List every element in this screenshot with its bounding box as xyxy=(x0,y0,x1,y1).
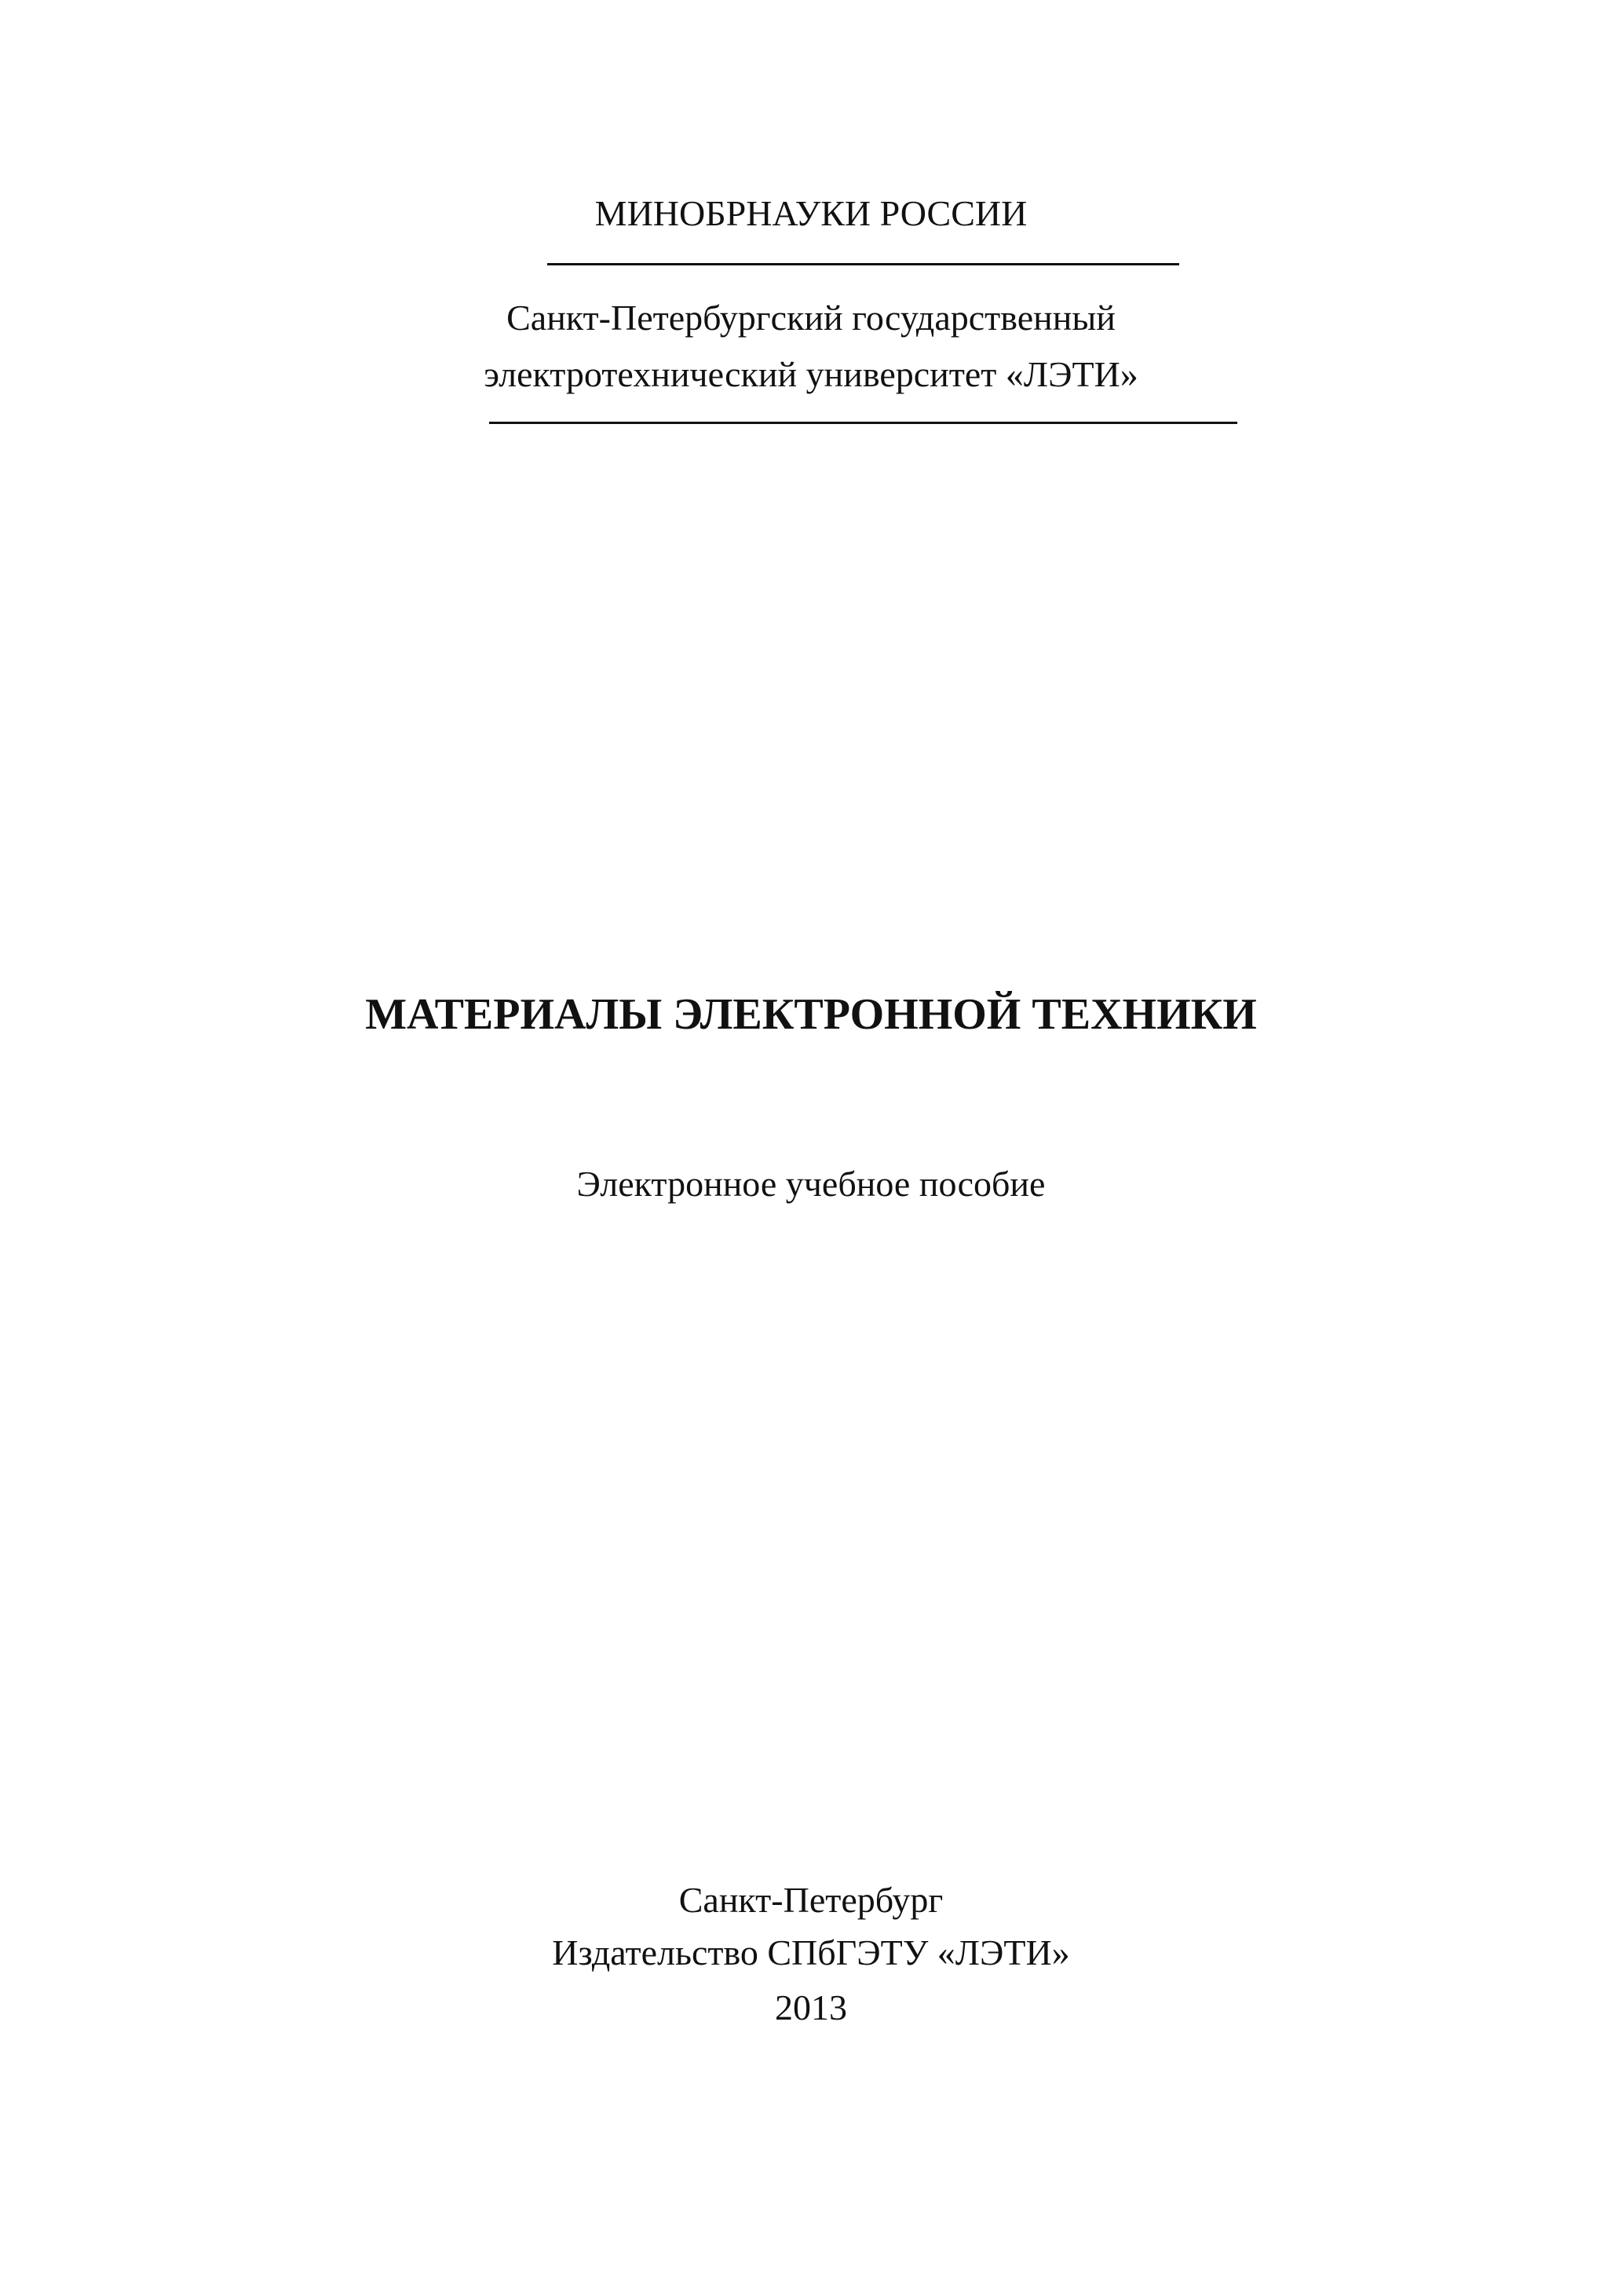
divider-rule-top xyxy=(547,263,1179,265)
document-title: МАТЕРИАЛЫ ЭЛЕКТРОННОЙ ТЕХНИКИ xyxy=(365,990,1257,1039)
publication-city: Санкт-Петербург xyxy=(678,1880,944,1920)
document-subtitle: Электронное учебное пособие xyxy=(576,1164,1046,1204)
university-name-line-2: электротехнический университет «ЛЭТИ» xyxy=(484,354,1138,394)
university-name-line-1: Санкт-Петербургский государственный xyxy=(506,298,1116,338)
ministry-name: МИНОБРНАУКИ РОССИИ xyxy=(594,193,1028,233)
publication-year: 2013 xyxy=(775,1987,847,2027)
publisher-name: Издательство СПбГЭТУ «ЛЭТИ» xyxy=(552,1932,1070,1972)
divider-rule-bottom xyxy=(489,422,1237,424)
